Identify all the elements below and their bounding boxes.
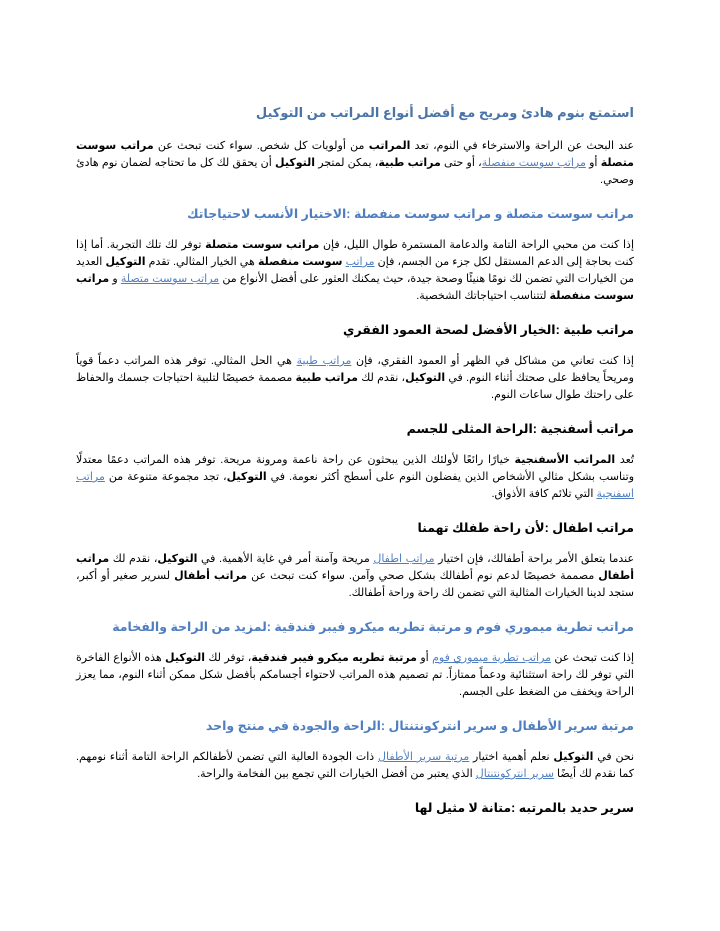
link-medical-mattresses[interactable]: مراتب طبية (296, 355, 352, 367)
link-kids-mattresses[interactable]: مراتب اطفال (373, 553, 435, 565)
bold-text: التوكيل (405, 372, 446, 384)
bold-text: التوكيل (165, 652, 206, 664)
bold-text: المراتب الأسفنجية (514, 454, 616, 466)
text-run: مصممة خصيصًا لتلبية احتياجات جسمك والحفاظ على راحتك طوال ساعات النوم. (76, 372, 634, 401)
page-title: استمتع بنوم هادئ ومريح مع أفضل أنواع المراتب من التوكيل (255, 105, 634, 120)
section-heading-kids: مراتب اطفال :لأن راحة طفلك تهمنا (417, 521, 634, 535)
link-foam-mattresses[interactable]: مراتب اسفنجية (76, 471, 634, 500)
text-run: إذا كنت تبحث عن (551, 652, 635, 664)
bold-text: مرتبة تطريه ميكرو فيبر فندقية (251, 652, 417, 664)
bold-text: مراتب طبية (295, 372, 358, 384)
bold-text: مراتب أطفال (174, 570, 248, 582)
section-heading-iron-bed: سرير حديد بالمرتبه :متانة لا مثيل لها (414, 801, 634, 815)
section-heading-foam: مراتب أسفنجية :الراحة المثلى للجسم (406, 422, 634, 436)
text-run: توفر لك تلك التجربة. أما إذا كنت بحاجة إلى الدعم المستقل لكل جزء من الجسم، فإن (76, 239, 634, 268)
bold-text: التوكيل (157, 553, 198, 565)
section-heading-medical: مراتب طبية :الخيار الأفضل لصحة العمود الفقري (343, 323, 634, 337)
bold-text: التوكيل (226, 471, 267, 483)
text-run: عند البحث عن الراحة والاسترخاء في النوم، تعد (410, 140, 634, 152)
text-run: مريحة وآمنة أمر في غاية الأهمية. في (197, 553, 374, 565)
text-run: لتتناسب احتياجاتك الشخصية. (416, 290, 550, 302)
text-run: أو (585, 157, 601, 169)
section-heading-toppers: مراتب تطرية ميموري فوم و مرتبة تطريه ميكرو فيبر فندقية :لمزيد من الراحة والفخامة (112, 620, 634, 634)
section-paragraph-springs (76, 237, 634, 305)
text-run: عندما يتعلق الأمر براحة أطفالك، فإن اختيار (434, 553, 635, 565)
text-run: نحن في (593, 751, 635, 763)
text-run: و (109, 273, 121, 285)
text-run: هذه الأنواع الفاخرة التي توفر لك راحة استثنائية ودعماً ممتازاً. تم تصميم هذه المراتب لاحتواء أجسامكم بأفضل شكل ممكن أثناء النوم، مما يعزز الراحة ويخفف من الضغط على الجسم. (76, 652, 634, 698)
text-run: إذا كنت من محبي الراحة التامة والدعامة المستمرة طوال الليل، فإن (319, 239, 635, 251)
text-run: ذات الجودة العالية التي تضمن لأطفالكم الراحة التامة أثناء نومهم. كما نقدم لك أيضًا (76, 751, 634, 780)
text-run: العديد من الخيارات التي تضمن لك نومًا هنيئًا وصحة جيدة، حيث يمكنك العثور على أفضل الأنواع من (76, 256, 634, 285)
text-run: أن يحقق لك كل ما تحتاجه لضمان نوم هادئ وصحي. (76, 157, 634, 186)
text-run: التي تلائم كافة الأذواق. (491, 488, 597, 500)
bold-text: التوكيل (553, 751, 594, 763)
bold-text: مراتب سوست منفصلة (76, 273, 634, 302)
link-memory-foam-toppers[interactable]: مراتب تطرية ميموري فوم (432, 652, 552, 664)
bold-text: مراتب سوست متصلة (205, 239, 320, 251)
text-run: هي الخيار المثالي. تقدم (145, 256, 258, 268)
text-run: ، أو حتى (440, 157, 482, 169)
bold-text: سوست منفصلة (257, 256, 343, 268)
section-paragraph-kids (76, 551, 634, 602)
section-paragraph-foam (76, 452, 634, 503)
text-run: ، توفر لك (205, 652, 252, 664)
bold-text: مراتب طبية (378, 157, 441, 169)
bold-text: مراتب سوست متصلة (76, 140, 634, 169)
text-run: ، يمكن لمتجر (315, 157, 379, 169)
text-run: أو (417, 652, 433, 664)
text-run: لسرير صغير أو أكبر، ستجد لدينا الخيارات المثالية التي تضمن لك راحة وراحة أطفالك. (76, 570, 634, 599)
bold-text: المراتب (368, 140, 411, 152)
link-connected-spring-mattresses[interactable]: مراتب سوست متصلة (120, 273, 220, 285)
document-page (76, 104, 634, 817)
text-run: هي الحل المثالي. توفر هذه المراتب دعماً قوياً ومريحاً يحافظ على صحتك أثناء النوم. في (76, 355, 634, 384)
text-run: نعلم أهمية اختيار (469, 751, 554, 763)
text-run: الذي يعتبر من أفضل الخيارات التي تجمع بين الفخامة والراحة. (197, 768, 476, 780)
section-paragraph-cribs (76, 749, 634, 783)
section-paragraph-medical (76, 353, 634, 404)
link-separate-spring-mattresses[interactable]: مراتب سوست منفصلة (481, 157, 586, 169)
text-run: ، نقدم لك (109, 553, 158, 565)
text-run: من أولويات كل شخص. سواء كنت تبحث عن (153, 140, 369, 152)
text-run: تُعد (615, 454, 634, 466)
text-run: مصممة خصيصًا لدعم نوم أطفالك بشكل صحي وآمن. سواء كنت تبحث عن (247, 570, 599, 582)
link-intercontinental-bed[interactable]: سرير انتركونتنتال (475, 768, 554, 780)
bold-text: مراتب أطفال (76, 553, 634, 582)
link-crib-mattress[interactable]: مرتبة سرير الأطفال (377, 751, 470, 763)
section-heading-cribs: مرتبة سرير الأطفال و سرير انتركونتنتال :الراحة والجودة في منتج واحد (205, 719, 634, 733)
text-run: ، تجد مجموعة متنوعة من (104, 471, 227, 483)
bold-text: التوكيل (275, 157, 316, 169)
text-run: إذا كنت تعاني من مشاكل في الظهر أو العمود الفقري، فإن (351, 355, 634, 367)
link-mattresses[interactable]: مراتب (345, 256, 375, 268)
text-run: ، نقدم لك (357, 372, 406, 384)
bold-text: التوكيل (105, 256, 146, 268)
section-heading-springs: مراتب سوست متصلة و مراتب سوست منفصلة :الاختيار الأنسب لاحتياجاتك (187, 207, 634, 221)
text-run: خيارًا رائعًا لأولئك الذين يبحثون عن راحة ناعمة ومرونة مريحة. توفر هذه المراتب دعمًا معتدلًا وتناسب بشكل مثالي الأشخاص الذين يفضلون النوم على أسطح أكثر نعومة. في (76, 454, 635, 483)
intro-paragraph (76, 138, 634, 189)
section-paragraph-toppers (76, 650, 634, 701)
